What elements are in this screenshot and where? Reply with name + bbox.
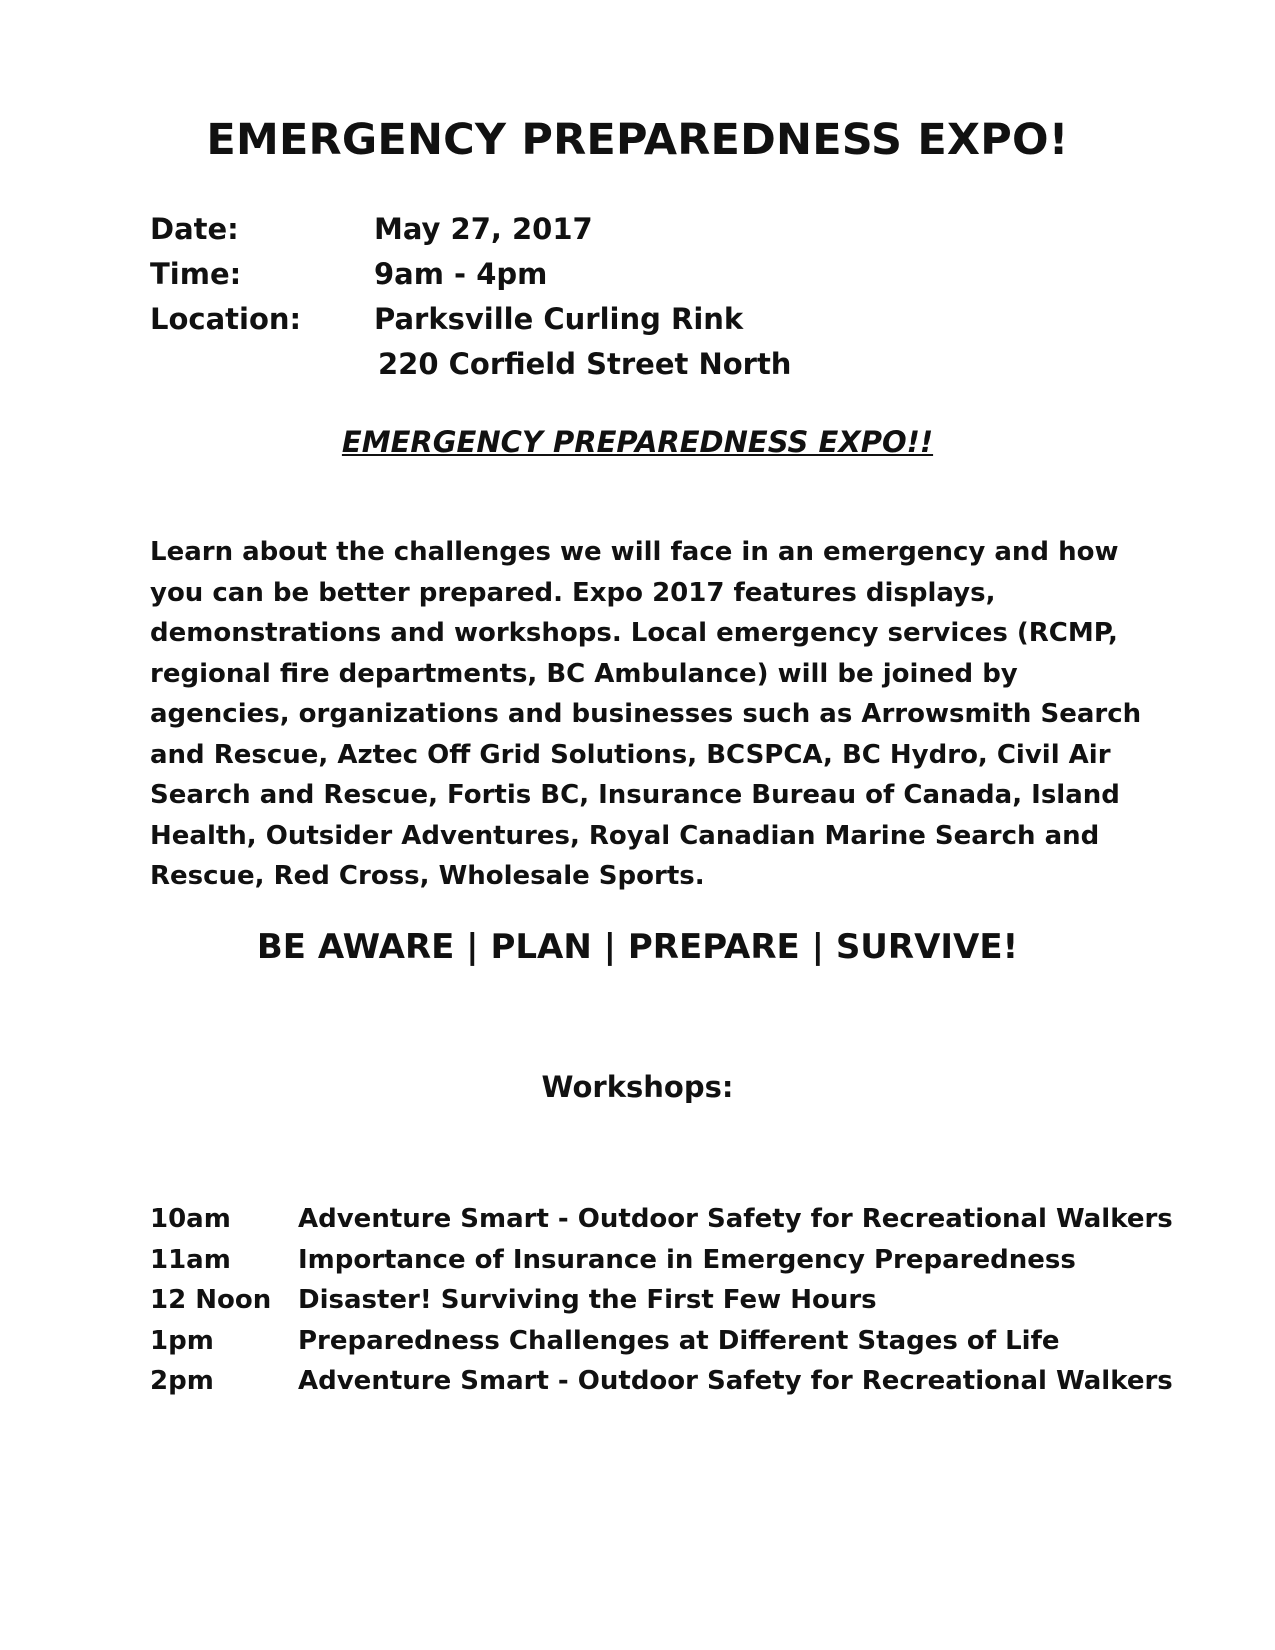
detail-value: 9am - 4pm [374, 257, 548, 291]
workshop-time: 1pm [150, 1325, 214, 1356]
detail-value: May 27, 2017 [374, 212, 593, 246]
workshop-title: Importance of Insurance in Emergency Preparedness [298, 1244, 1076, 1275]
workshop-time: 2pm [150, 1366, 214, 1396]
workshop-time: 11am [150, 1244, 231, 1275]
slogan: BE AWARE | PLAN | PREPARE | SURVIVE! [256, 927, 1019, 967]
workshop-title: Preparedness Challenges at Different Stages of Life [298, 1325, 1060, 1356]
detail-value: Parksville Curling Rink [374, 302, 744, 336]
detail-label: Time: [150, 257, 242, 291]
workshop-title: Adventure Smart - Outdoor Safety for Recreational Walkers [298, 1366, 1173, 1396]
workshop-title: Disaster! Surviving the First Few Hours [298, 1285, 877, 1315]
workshop-title: Adventure Smart - Outdoor Safety for Recreational Walkers [298, 1204, 1173, 1234]
subtitle: EMERGENCY PREPAREDNESS EXPO!! [341, 425, 934, 459]
detail-label: Location: [150, 302, 302, 336]
workshop-time: 12 Noon [150, 1285, 272, 1315]
detail-label: Date: [150, 212, 239, 246]
description-paragraph: Learn about the challenges we will face in an emergency and how you can be better prepared. Expo 2017 features displays, demonstrations and workshops. Local emergency services (RCMP, regional fire departments, BC Ambulance) will be joined by agencies, organizations and businesses such as Arrowsmith Search and Rescue, Aztec Off Grid Solutions, BCSPCA, BC Hydro, Civil Air Search and Rescue, Fortis BC, Insurance Bureau of Canada, Island Health, Outsider Adventures, Royal Canadian Marine Search and Rescue, Red Cross, Wholesale Sports. [150, 537, 1142, 891]
page-title: EMERGENCY PREPAREDNESS EXPO! [206, 115, 1069, 165]
workshops-heading: Workshops: [541, 1070, 734, 1104]
workshop-time: 10am [150, 1204, 231, 1234]
location-address: 220 Corfield Street North [378, 347, 792, 381]
